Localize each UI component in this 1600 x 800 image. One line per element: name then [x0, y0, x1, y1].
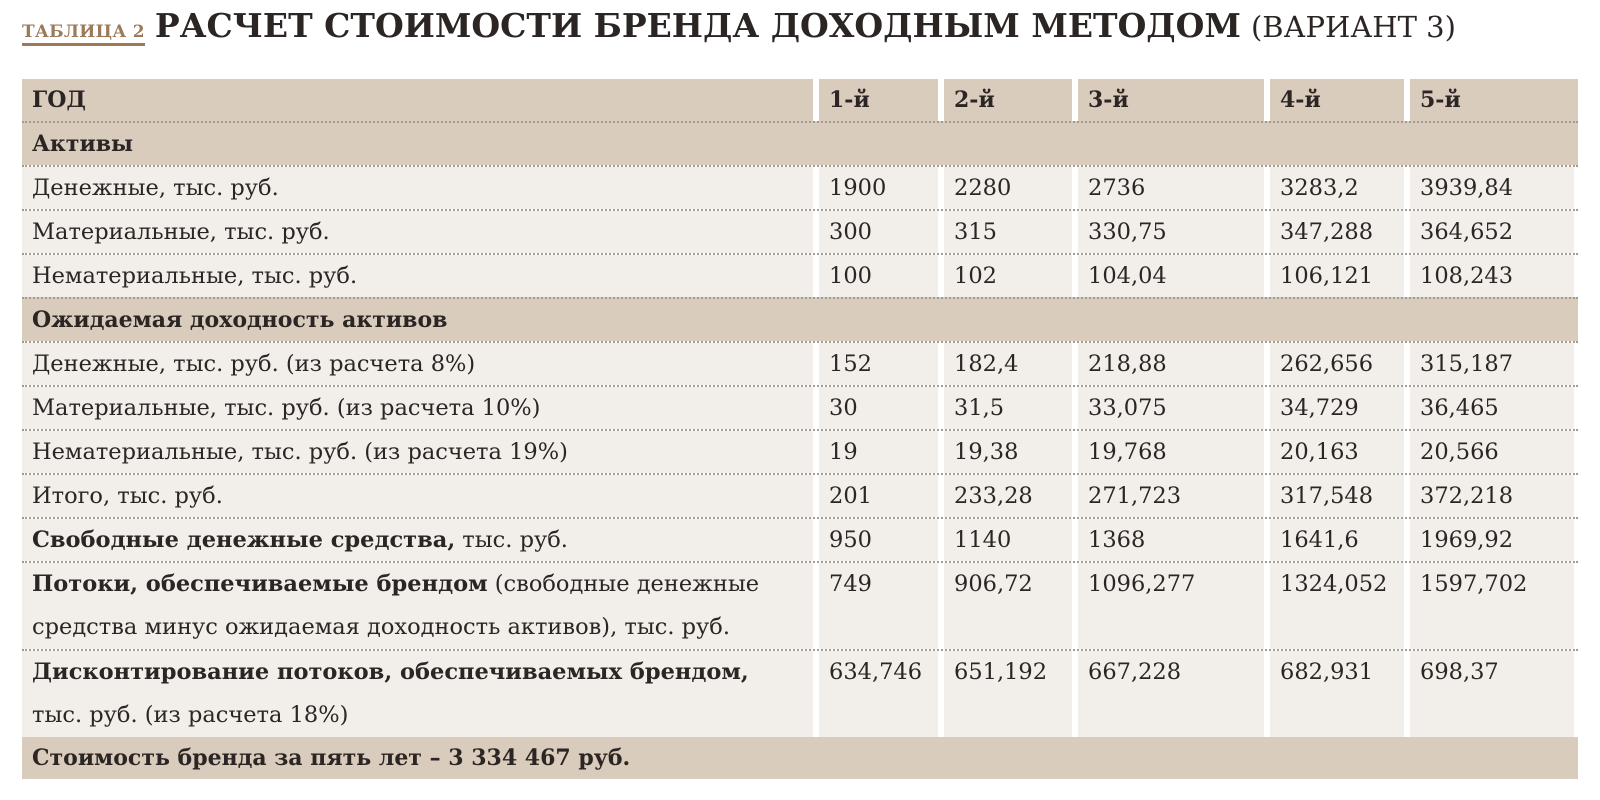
table-cell: 233,28 [944, 475, 1072, 517]
table-title [22, 6, 1456, 54]
header-year-label: ГОД [22, 79, 813, 121]
row-label [22, 563, 813, 649]
table-cell: 749 [819, 563, 938, 649]
table-cell: 20,566 [1410, 431, 1574, 473]
table-cell: 906,72 [944, 563, 1072, 649]
table-cell: 682,931 [1270, 651, 1404, 737]
table-cell: 3939,84 [1410, 167, 1574, 209]
table-cell: 31,5 [944, 387, 1072, 429]
row-label: Денежные, тыс. руб. (из расчета 8%) [22, 343, 813, 385]
row-label-bold: Потоки, обеспечиваемые брендом [32, 571, 488, 597]
table-cell: 152 [819, 343, 938, 385]
table-cell: 1900 [819, 167, 938, 209]
table-cell: 36,465 [1410, 387, 1574, 429]
table-cell: 271,723 [1078, 475, 1264, 517]
row-label-bold: Свободные денежные средства, [32, 527, 456, 553]
section-assets-title: Активы [32, 131, 134, 157]
table-cell: 2280 [944, 167, 1072, 209]
row-label [22, 519, 813, 561]
table-cell: 315,187 [1410, 343, 1574, 385]
table-cell: 102 [944, 255, 1072, 297]
table-cell: 34,729 [1270, 387, 1404, 429]
table-cell: 1641,6 [1270, 519, 1404, 561]
table-cell: 315 [944, 211, 1072, 253]
header-row [22, 79, 1578, 121]
header-year-4: 4-й [1270, 79, 1404, 121]
table-cell: 100 [819, 255, 938, 297]
row-label-rest: (свободные денежные средства минус ожидаемая доходность активов), тыс. руб. [32, 571, 760, 640]
table-cell: 19 [819, 431, 938, 473]
table-row [22, 429, 1578, 473]
table-cell: 19,768 [1078, 431, 1264, 473]
table-cell: 300 [819, 211, 938, 253]
table-cell: 106,121 [1270, 255, 1404, 297]
table-cell: 317,548 [1270, 475, 1404, 517]
table-cell: 1324,052 [1270, 563, 1404, 649]
table-cell: 30 [819, 387, 938, 429]
row-label-bold: Дисконтирование потоков, обеспечиваемых брендом, [32, 659, 749, 685]
table-cell: 1368 [1078, 519, 1264, 561]
table-cell: 108,243 [1410, 255, 1574, 297]
table-cell: 19,38 [944, 431, 1072, 473]
table-cell: 104,04 [1078, 255, 1264, 297]
table-row [22, 165, 1578, 209]
table-row [22, 473, 1578, 517]
row-label: Денежные, тыс. руб. [22, 167, 813, 209]
table-cell: 372,218 [1410, 475, 1574, 517]
table-cell: 330,75 [1078, 211, 1264, 253]
table-row [22, 341, 1578, 385]
row-label [22, 651, 813, 737]
header-year-3: 3-й [1078, 79, 1264, 121]
header-year-1: 1-й [819, 79, 938, 121]
table-cell: 1969,92 [1410, 519, 1574, 561]
table-cell: 182,4 [944, 343, 1072, 385]
table-row [22, 649, 1578, 737]
row-label: Нематериальные, тыс. руб. [22, 255, 813, 297]
table-cell: 698,37 [1410, 651, 1574, 737]
section-expected-return-title: Ожидаемая доходность активов [32, 307, 448, 333]
table-row [22, 561, 1578, 649]
row-label-rest: тыс. руб. [455, 527, 568, 553]
section-assets [22, 121, 1578, 165]
table-cell: 262,656 [1270, 343, 1404, 385]
table-row [22, 209, 1578, 253]
table-cell: 634,746 [819, 651, 938, 737]
row-label-rest: тыс. руб. (из расчета 18%) [32, 702, 349, 728]
table-title-main: РАСЧЕТ СТОИМОСТИ БРЕНДА ДОХОДНЫМ МЕТОДОМ [154, 6, 1241, 45]
table-row [22, 517, 1578, 561]
table-row [22, 253, 1578, 297]
table-cell: 364,652 [1410, 211, 1574, 253]
row-label: Материальные, тыс. руб. (из расчета 10%) [22, 387, 813, 429]
table-cell: 218,88 [1078, 343, 1264, 385]
table-row [22, 385, 1578, 429]
header-year-2: 2-й [944, 79, 1072, 121]
table-cell: 950 [819, 519, 938, 561]
table-cell: 201 [819, 475, 938, 517]
brand-value-total: Стоимость бренда за пять лет – 3 334 467 руб. [32, 745, 631, 771]
section-expected-return [22, 297, 1578, 341]
row-label: Нематериальные, тыс. руб. (из расчета 19%) [22, 431, 813, 473]
table-title-variant: (ВАРИАНТ 3) [1250, 10, 1456, 44]
table-number-tag: ТАБЛИЦА 2 [22, 22, 145, 46]
brand-valuation-table [22, 79, 1578, 779]
table-cell: 1140 [944, 519, 1072, 561]
header-year-5: 5-й [1410, 79, 1574, 121]
table-cell: 20,163 [1270, 431, 1404, 473]
row-label: Материальные, тыс. руб. [22, 211, 813, 253]
table-cell: 1597,702 [1410, 563, 1574, 649]
table-cell: 651,192 [944, 651, 1072, 737]
row-label: Итого, тыс. руб. [22, 475, 813, 517]
table-cell: 33,075 [1078, 387, 1264, 429]
table-cell: 2736 [1078, 167, 1264, 209]
total-row [22, 737, 1578, 779]
table-cell: 1096,277 [1078, 563, 1264, 649]
table-cell: 347,288 [1270, 211, 1404, 253]
table-cell: 3283,2 [1270, 167, 1404, 209]
table-cell: 667,228 [1078, 651, 1264, 737]
